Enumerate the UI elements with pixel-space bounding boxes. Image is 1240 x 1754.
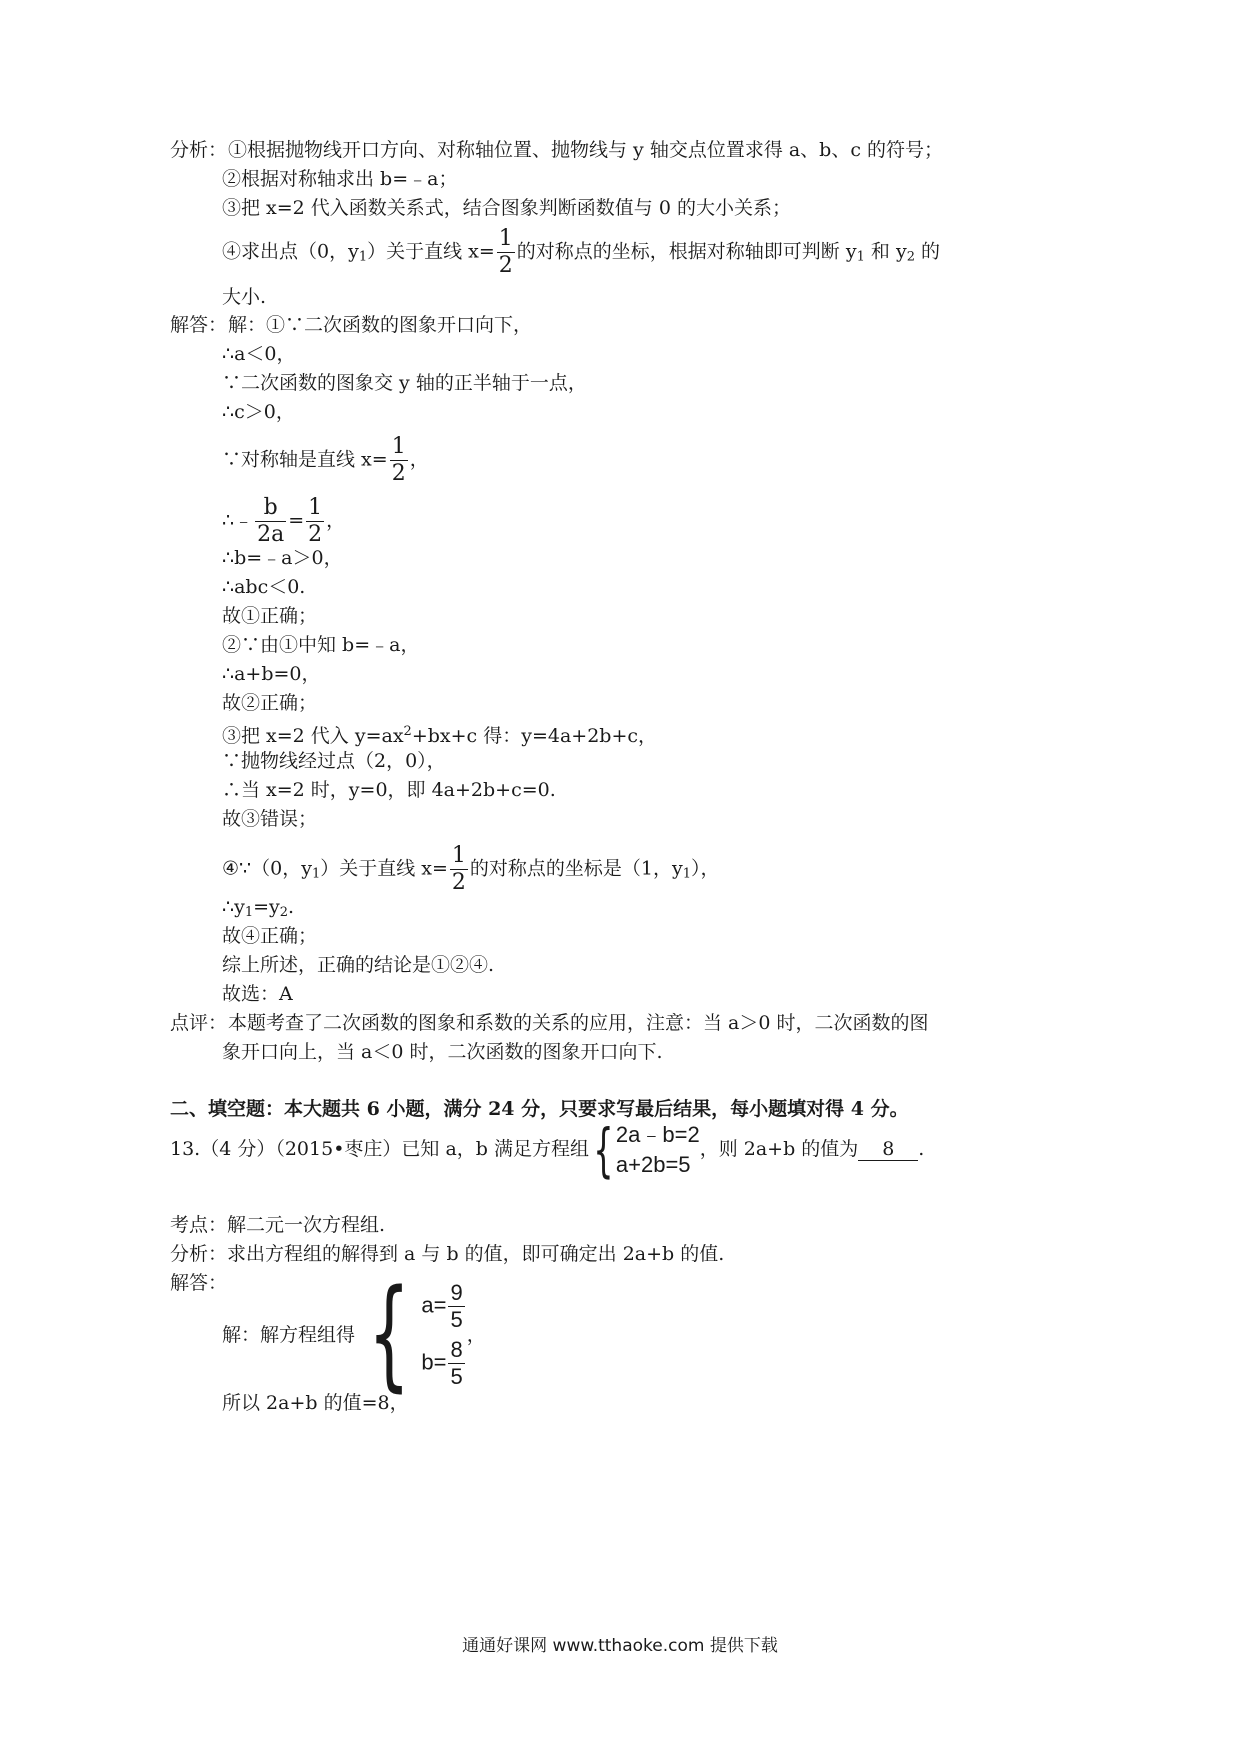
page-footer: 通通好课网 www.tthaoke.com 提供下载: [462, 1636, 778, 1656]
a-value: a= $\frac{9}{5}$: [421, 1280, 463, 1332]
equation-2: a+2b=5: [615, 1152, 691, 1177]
solution-system: 解：解方程组得 { a= $\frac{9}{5}$ b= $\frac{8}{5}$ ，: [222, 1265, 486, 1404]
solution-line: ∴a+b=0，: [222, 663, 321, 685]
answer-blank: 8: [858, 1138, 918, 1161]
analysis-label: 分析：: [170, 139, 228, 161]
question-13-stem: 13.（4 分）（2015•枣庄）已知 a，b 满足方程组 { 2a﹣b=2 a+2b=5 ，则 2a+b 的值为 8 .: [170, 1116, 925, 1184]
solution-line: ∴a＜0，: [222, 343, 296, 365]
fraction: $\frac{9}{5}$: [450, 1280, 463, 1332]
solution-line: 故②正确；: [222, 692, 318, 714]
solution-line: 故④正确；: [222, 925, 318, 947]
comment-line-1: 点评：本题考查了二次函数的图象和系数的关系的应用，注意：当 a＞0 时，二次函数的图: [170, 1009, 929, 1037]
fraction: $\frac{1}{2}$: [391, 434, 406, 486]
solution-line: ③把 x=2 代入 $y=ax^2+bx+c$ 得：y=4a+2b+c，: [222, 724, 658, 747]
solution-line: ∵对称轴是直线 x= $\frac{1}{2}$ ，: [222, 434, 429, 486]
solution-line: 故①正确；: [222, 605, 318, 627]
fenxi-line: 分析：求出方程组的解得到 a 与 b 的值，即可确定出 2a+b 的值.: [170, 1243, 725, 1265]
analysis-point-4: ④求出点（0，$y_1$）关于直线 x= $\frac{1}{2}$ 的对称点的坐标，根据对称轴即可判断 $y_1$ 和 $y_2$ 的: [222, 226, 941, 278]
fraction: $\frac{b}{2a}$: [257, 495, 285, 547]
analysis-point-2: ②根据对称轴求出 b=﹣a；: [222, 168, 458, 190]
solution-line: 故③错误；: [222, 808, 318, 830]
jieda-label: 解答：: [170, 1272, 228, 1294]
solution-line: 综上所述，正确的结论是①②④.: [222, 954, 495, 976]
section-heading: 二、填空题：本大题共 6 小题，满分 24 分，只要求写最后结果，每小题填对得 4 分。: [170, 1098, 909, 1120]
equation-1: 2a﹣b=2: [615, 1122, 700, 1147]
final-line: 所以 2a+b 的值=8，: [222, 1392, 409, 1414]
solution-line: ∴当 x=2 时，y=0，即 4a+2b+c=0.: [222, 779, 556, 801]
solution-line-1: 解答：解：①∵二次函数的图象开口向下，: [170, 311, 532, 339]
solution-line: ∴﹣ $\frac{b}{2a}$ = $\frac{1}{2}$ ，: [222, 495, 346, 547]
fraction: $\frac{1}{2}$: [498, 226, 513, 278]
comment-label: 点评：: [170, 1012, 228, 1034]
solution-line: ∴b=﹣a＞0，: [222, 547, 343, 569]
solution-line: ④∵（0，$y_1$）关于直线 x= $\frac{1}{2}$ 的对称点的坐标是（1，$y_1$），: [222, 843, 720, 895]
analysis-point-4-cont: 大小.: [222, 286, 267, 308]
solution-line: ∴abc＜0.: [222, 576, 306, 598]
fraction: $\frac{1}{2}$: [451, 843, 466, 895]
b-value: b= $\frac{8}{5}$: [421, 1337, 463, 1389]
analysis-point-1: ①根据抛物线开口方向、对称轴位置、抛物线与 y 轴交点位置求得 a、b、c 的符号；: [228, 139, 944, 161]
solution-line: $\therefore y_1=y_2$.: [222, 896, 295, 920]
kaodian-line: 考点：解二元一次方程组.: [170, 1214, 386, 1236]
analysis-point-3: ③把 x=2 代入函数关系式，结合图象判断函数值与 0 的大小关系；: [222, 197, 791, 219]
solution-line: ②∵由①中知 b=﹣a，: [222, 634, 420, 656]
fraction: $\frac{1}{2}$: [308, 495, 323, 547]
fenxi-label: 分析：: [170, 1243, 228, 1265]
solution-line: 故选：A: [222, 983, 293, 1005]
equation-system: { 2a﹣b=2 a+2b=5: [593, 1116, 700, 1184]
solution-line: ∵抛物线经过点（2，0），: [222, 750, 446, 772]
analysis-line-1: [170, 136, 943, 164]
comment-line-2: 象开口向上，当 a＜0 时，二次函数的图象开口向下.: [222, 1041, 663, 1063]
solution-label: 解答：: [170, 314, 228, 336]
fraction: $\frac{8}{5}$: [450, 1337, 463, 1389]
kaodian-label: 考点：: [170, 1214, 228, 1236]
solution-line: ∴c＞0，: [222, 401, 295, 423]
solution-line: ∵二次函数的图象交 y 轴的正半轴于一点，: [222, 372, 587, 394]
